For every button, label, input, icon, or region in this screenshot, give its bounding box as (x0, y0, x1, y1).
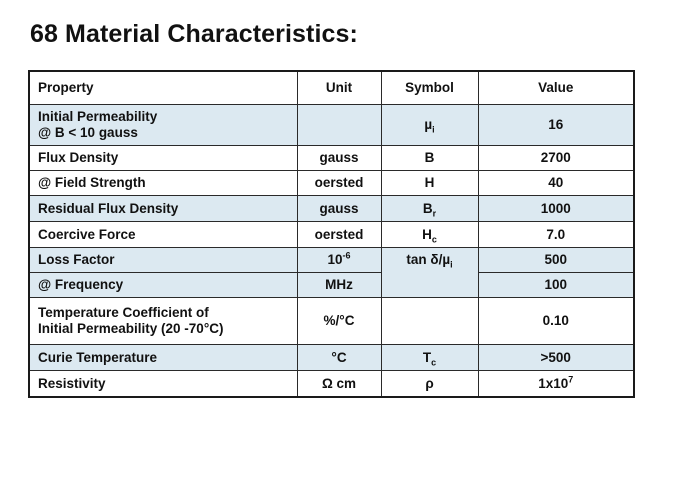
value-cell: 0.10 (478, 298, 634, 345)
table-row (29, 146, 634, 171)
symbol-cell (381, 345, 478, 371)
symbol-subscript: r (432, 208, 437, 219)
unit-cell (297, 248, 381, 273)
symbol-subscript: i (432, 124, 435, 135)
unit-cell: gauss (297, 196, 381, 222)
value-cell: 7.0 (478, 222, 634, 248)
symbol-cell (381, 222, 478, 248)
unit-base: 10 (327, 252, 343, 267)
table-row (29, 222, 634, 248)
unit-cell (297, 105, 381, 146)
symbol-subscript: c (431, 234, 437, 245)
material-properties-table (28, 70, 635, 398)
unit-cell: Ω cm (297, 371, 381, 398)
value-cell (478, 371, 634, 398)
page-title: 68 Material Characteristics: (30, 20, 358, 48)
symbol-cell (381, 105, 478, 146)
symbol-subscript: i (450, 259, 453, 270)
unit-cell: oersted (297, 171, 381, 196)
table-row (29, 371, 634, 398)
property-cell: @ Field Strength (29, 171, 297, 196)
symbol-cell: ρ (381, 371, 478, 398)
header-property: Property (29, 71, 297, 105)
table-row (29, 248, 634, 273)
property-cell: Curie Temperature (29, 345, 297, 371)
property-cell (29, 105, 297, 146)
property-line: Initial Permeability (38, 109, 158, 124)
symbol-subscript: c (431, 357, 437, 368)
table-row (29, 105, 634, 146)
symbol-base: B (422, 200, 433, 216)
property-cell: Loss Factor (29, 248, 297, 273)
value-cell: 1000 (478, 196, 634, 222)
unit-cell: °C (297, 345, 381, 371)
property-cell: Resistivity (29, 371, 297, 398)
header-value: Value (478, 71, 634, 105)
symbol-cell: B (381, 146, 478, 171)
property-cell (29, 298, 297, 345)
header-unit: Unit (297, 71, 381, 105)
table-row (29, 345, 634, 371)
value-cell: 500 (478, 248, 634, 273)
symbol-cell (381, 248, 478, 298)
symbol-cell (381, 298, 478, 345)
symbol-cell (381, 196, 478, 222)
property-line: Initial Permeability (20 -70°C) (38, 321, 224, 336)
property-condition: @ B < 10 gauss (38, 125, 138, 140)
value-base: 1x10 (538, 375, 569, 391)
value-cell: 16 (478, 105, 634, 146)
table-row (29, 298, 634, 345)
value-cell: 2700 (478, 146, 634, 171)
unit-cell: MHz (297, 273, 381, 298)
unit-exponent: -6 (342, 250, 351, 261)
value-cell: 100 (478, 273, 634, 298)
symbol-base: H (422, 226, 432, 242)
property-line: Temperature Coefficient of (38, 305, 209, 320)
header-symbol: Symbol (381, 71, 478, 105)
symbol-cell: H (381, 171, 478, 196)
unit-cell: gauss (297, 146, 381, 171)
property-cell: Coercive Force (29, 222, 297, 248)
unit-cell: %/°C (297, 298, 381, 345)
symbol-base: T (422, 349, 432, 365)
unit-cell: oersted (297, 222, 381, 248)
value-cell: >500 (478, 345, 634, 371)
table-row (29, 196, 634, 222)
symbol-base: µ (424, 117, 433, 132)
symbol-base: tan δ/µ (406, 252, 451, 267)
property-cell: @ Frequency (29, 273, 297, 298)
table-row (29, 273, 634, 298)
property-cell: Flux Density (29, 146, 297, 171)
value-cell: 40 (478, 171, 634, 196)
table-row (29, 171, 634, 196)
property-cell: Residual Flux Density (29, 196, 297, 222)
value-exponent: 7 (568, 374, 574, 384)
table-header-row (29, 71, 634, 105)
